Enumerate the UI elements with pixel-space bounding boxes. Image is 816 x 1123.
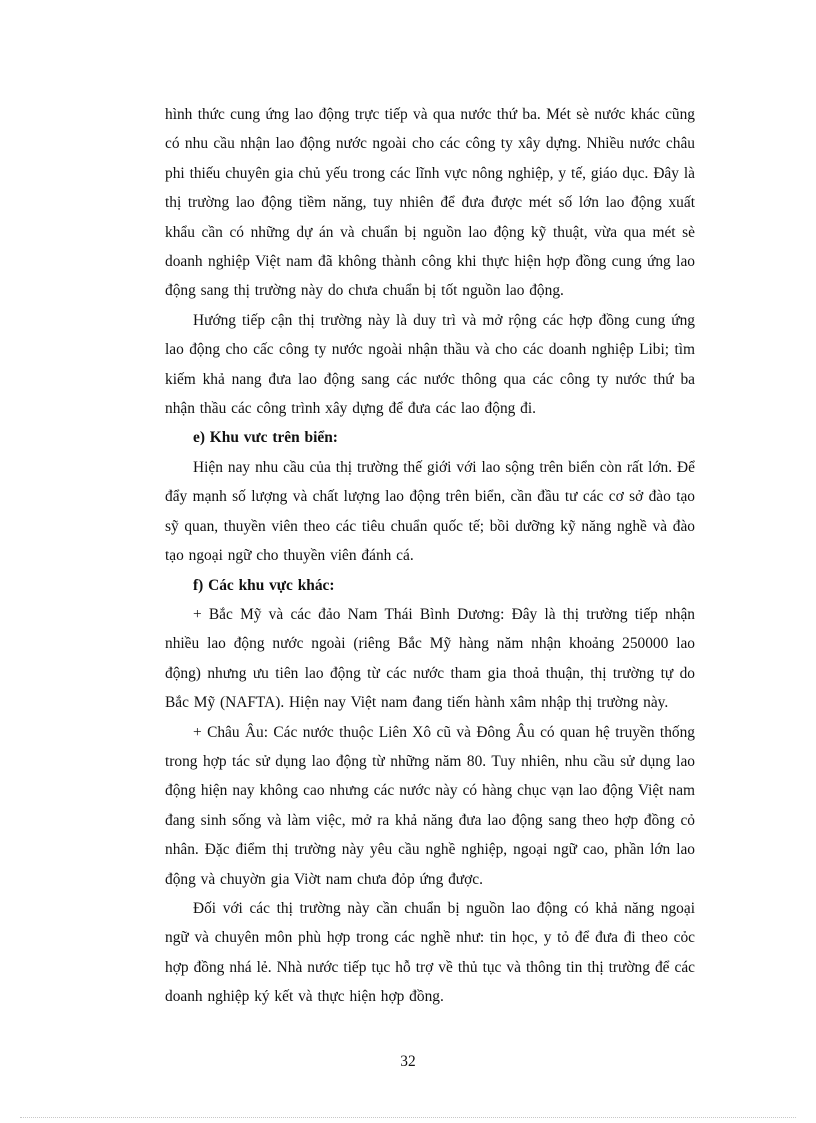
paragraph-north-america: + Bắc Mỹ và các đảo Nam Thái Bình Dương: Đây là thị trường tiếp nhận nhiều lao động nước ngoài (riêng Bắc Mỹ hàng năm nhận khoảng 250000 lao động) nhưng ưu tiên lao động từ các nước tham gia thoả thuận, thị trường tự do Bắc Mỹ (NAFTA). Hiện nay Việt nam đang tiến hành xâm nhập thị trường này. [165, 605, 695, 712]
heading-maritime-region: e) Khu vưc trên biển: [193, 429, 338, 447]
page-number: 32 [400, 1053, 416, 1070]
paragraph-maritime: Hiện nay nhu cầu của thị trường thế giới với lao sộng trên biển còn rất lớn. Để đẩy mạnh số lượng và chất lượng lao động trên biển, cần đầu tư các cơ sở đào tạo sỹ quan, thuyền viên theo các tiêu chuẩn quốc tế; bồi dưỡng kỹ năng nghề và đào tạo ngoại ngữ cho thuyền viên đánh cá. [165, 458, 695, 565]
footer-divider [20, 1117, 796, 1118]
body-text [165, 100, 695, 1012]
paragraph-conclusion: Đối với các thị trường này cần chuẩn bị nguồn lao động có khả năng ngoại ngữ và chuyên môn phù hợp trong các nghề như: tin học, y tỏ để đưa đi theo cỏc hợp đồng nhá lẻ. Nhà nước tiếp tục hỗ trợ về thủ tục và thông tin thị trường để các doanh nghiệp ký kết và thực hiện hợp đồng. [165, 899, 695, 1006]
paragraph-europe: + Châu Âu: Các nước thuộc Liên Xô cũ và Đông Âu có quan hệ truyền thống trong hợp tác sử dụng lao động từ những năm 80. Tuy nhiên, nhu cầu sử dụng lao động hiện nay không cao nhưng các nước này có hàng chục vạn lao động Việt nam đang sinh sống và làm việc, mở ra khả năng đưa lao động sang theo hợp đồng cỏ nhân. Đặc điểm thị trường này yêu cầu nghề nghiệp, ngoại ngữ cao, phần lớn lao động và chuyờn gia Viờt nam chưa đỏp ứng được. [165, 723, 695, 888]
paragraph-africa-continued: hình thức cung ứng lao động trực tiếp và qua nước thứ ba. Mét sè nước khác cũng có nhu cầu nhận lao động nước ngoài cho các công ty xây dựng. Nhiều nước châu phi thiếu chuyên gia chủ yếu trong các lĩnh vực nông nghiệp, y tế, giáo dục. Đây là thị trường lao động tiềm năng, tuy nhiên để đưa được mét số lớn lao động xuất khẩu cần có những dự án và chuẩn bị nguồn lao động kỹ thuật, vừa qua mét sè doanh nghiệp Việt nam đã không thành công khi thực hiện hợp đồng cung ứng lao động sang thị trường này do chưa chuẩn bị tốt nguồn lao động. [165, 106, 695, 300]
heading-other-regions: f) Các khu vực khác: [193, 576, 335, 594]
paragraph-approach: Hướng tiếp cận thị trường này là duy trì và mở rộng các hợp đồng cung ứng lao động cho cấc công ty nước ngoài nhận thầu và cho các doanh nghiệp Libi; tìm kiếm khả nang đưa lao động sang các nước thông qua các công ty nước thứ ba nhận thầu các công trình xây dựng để đưa các lao động đi. [165, 311, 695, 418]
